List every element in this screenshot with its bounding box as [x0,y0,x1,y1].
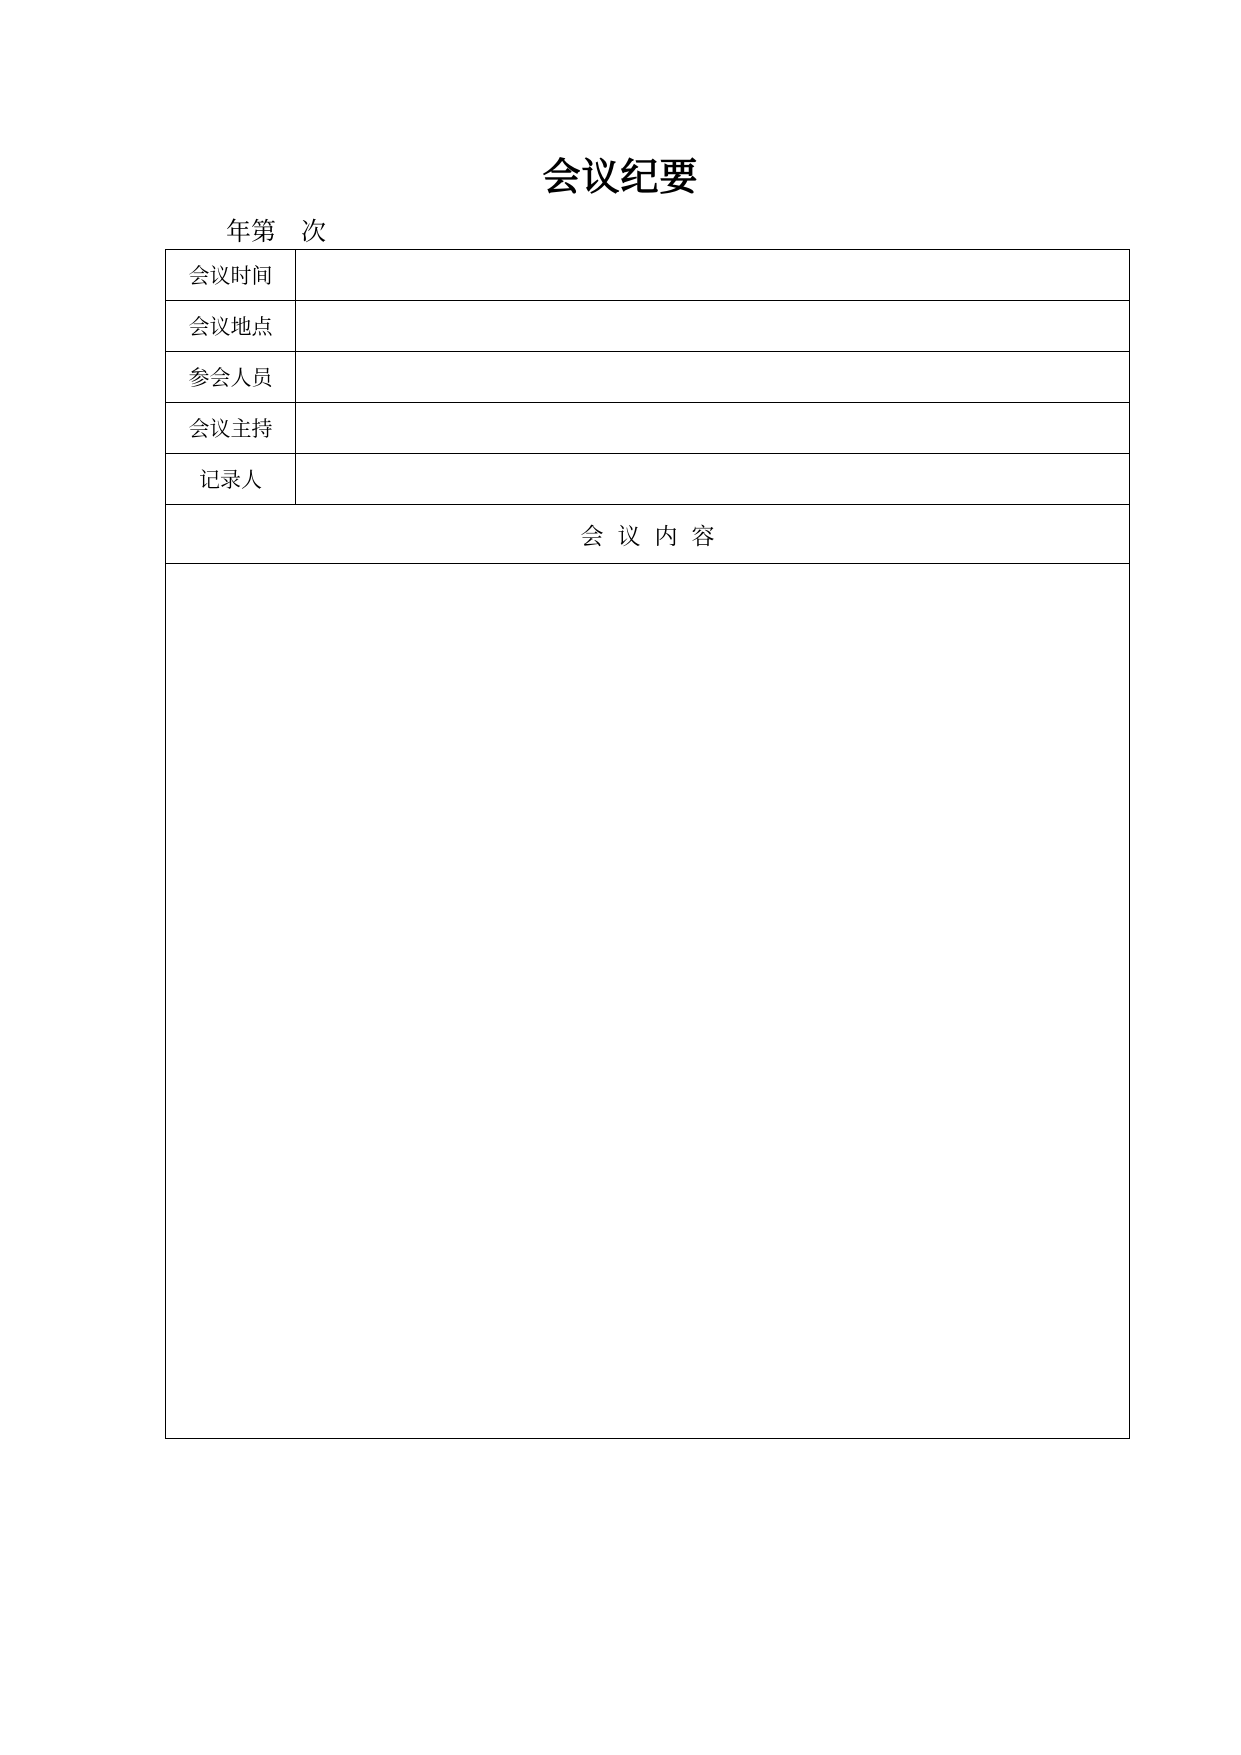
field-label: 会议主持 [166,403,296,454]
form-row-meeting-location [166,301,1130,352]
content-body-row [166,564,1130,1439]
meeting-time-field[interactable] [296,250,1130,301]
meeting-content-field[interactable] [166,564,1130,1439]
attendees-field[interactable] [296,352,1130,403]
field-label: 会议地点 [166,301,296,352]
host-field[interactable] [296,403,1130,454]
content-header-row [166,505,1130,564]
field-label: 参会人员 [166,352,296,403]
page-title: 会议纪要 [542,155,699,199]
form-row-attendees [166,352,1130,403]
session-number-line: 年第 次 [226,217,327,246]
form-row-recorder [166,454,1130,505]
content-header-cell [166,505,1130,564]
recorder-field[interactable] [296,454,1130,505]
meeting-location-field[interactable] [296,301,1130,352]
form-row-host [166,403,1130,454]
form-row-meeting-time [166,250,1130,301]
field-label: 记录人 [166,454,296,505]
field-label: 会议时间 [166,250,296,301]
meeting-form-table [165,249,1130,1439]
content-header-label: 会议内容 [580,523,729,550]
